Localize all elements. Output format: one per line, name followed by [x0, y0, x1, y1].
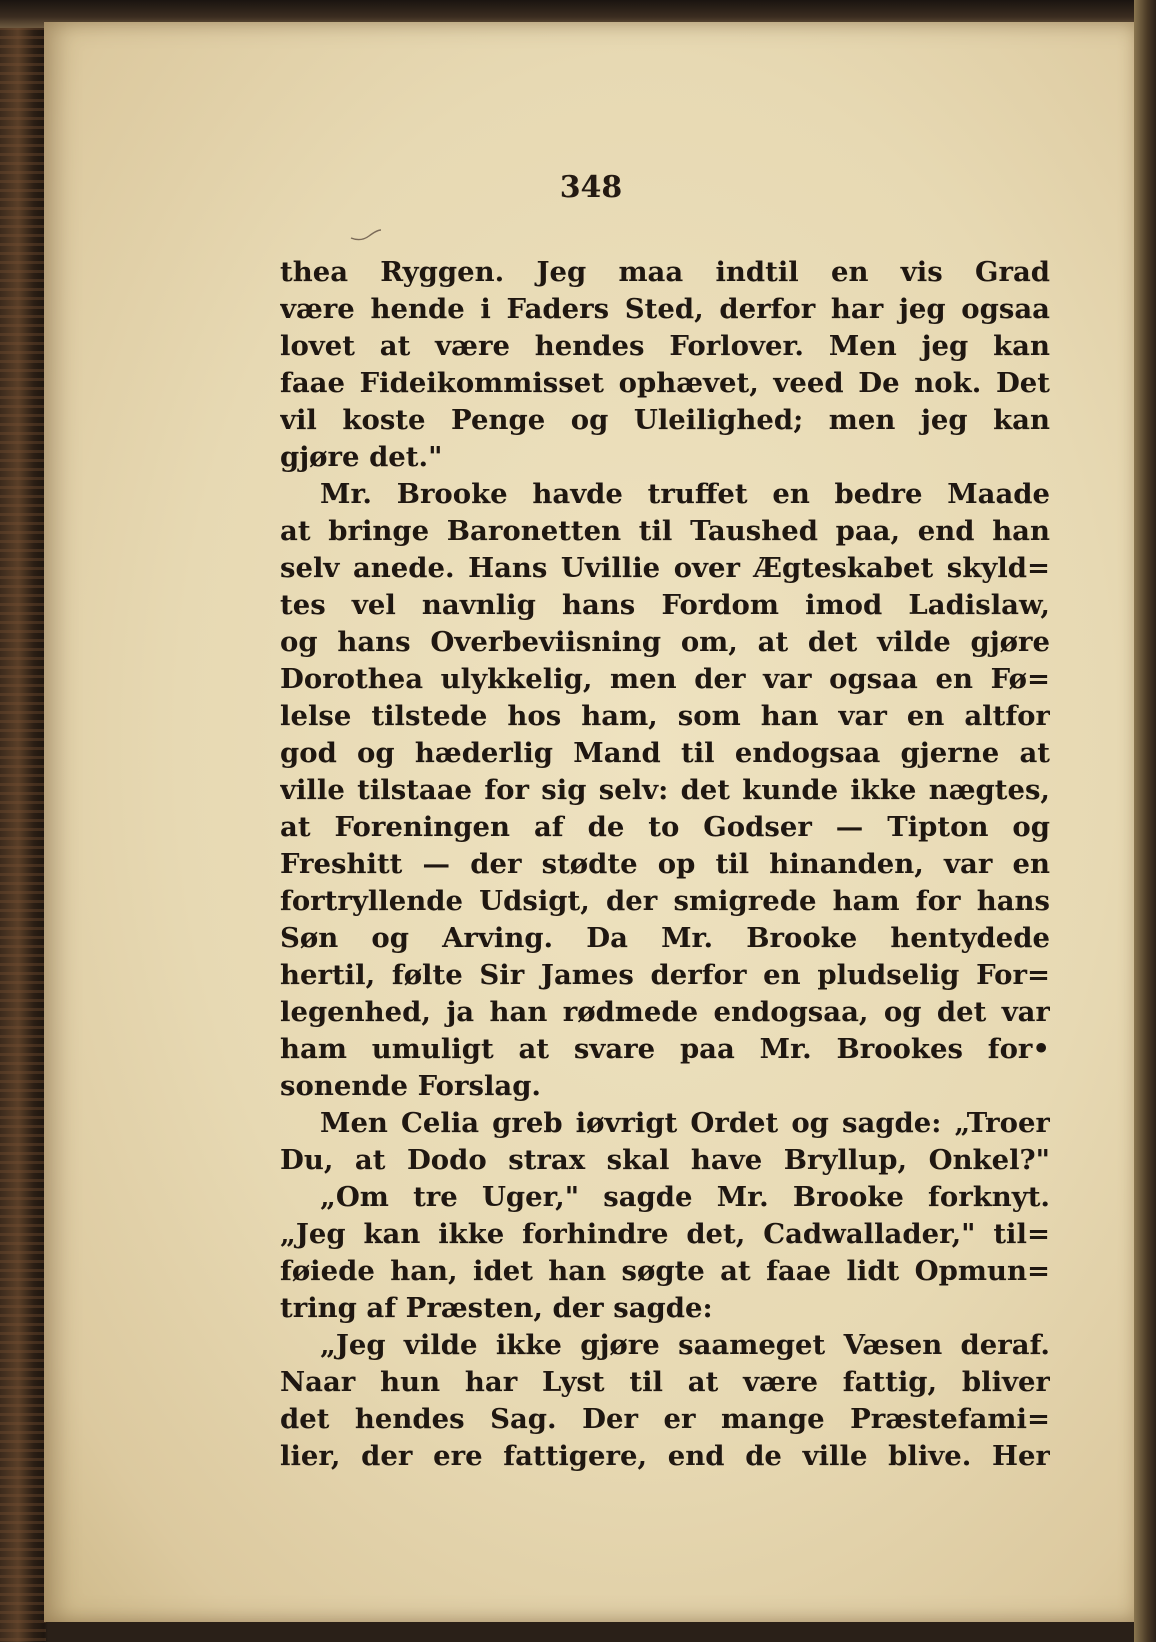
- text-line: „Jeg vilde ikke gjøre saameget Væsen deraf.: [320, 1329, 1050, 1361]
- text-line: gjøre det.": [280, 441, 443, 473]
- text-line: Du, at Dodo strax skal have Bryllup, Onkel?": [280, 1144, 1050, 1176]
- text-line: tring af Præsten, der sagde:: [280, 1292, 713, 1324]
- text-line: sonende Forslag.: [280, 1070, 542, 1102]
- page-sheet: [44, 22, 1138, 1622]
- text-line: ham umuligt at svare paa Mr. Brookes for•: [280, 1033, 1050, 1065]
- text-line: at Foreningen af de to Godser — Tipton og: [280, 811, 1050, 843]
- text-line: det hendes Sag. Der er mange Præstefami=: [280, 1403, 1050, 1435]
- book-spine-edge: [0, 0, 46, 1642]
- text-line: ville tilstaae for sig selv: det kunde ikke nægtes,: [280, 774, 1050, 806]
- body-text: [280, 254, 1050, 1475]
- text-line: legenhed, ja han rødmede endogsaa, og det var: [280, 996, 1050, 1028]
- text-line: lovet at være hendes Forlover. Men jeg kan: [280, 330, 1050, 362]
- pencil-mark-icon: [349, 228, 383, 242]
- text-line: Naar hun har Lyst til at være fattig, bliver: [280, 1366, 1050, 1398]
- text-line: faae Fideikommisset ophævet, veed De nok. Det: [280, 367, 1050, 399]
- text-line: at bringe Baronetten til Taushed paa, end han: [280, 515, 1050, 547]
- page-number: 348: [559, 170, 623, 205]
- text-line: god og hæderlig Mand til endogsaa gjerne at: [280, 737, 1050, 769]
- text-line: og hans Overbeviisning om, at det vilde gjøre: [280, 626, 1050, 658]
- text-line: fortryllende Udsigt, der smigrede ham for hans: [280, 885, 1050, 917]
- text-line: hertil, følte Sir James derfor en pludselig For=: [280, 959, 1050, 991]
- text-line: selv anede. Hans Uvillie over Ægteskabet skyld=: [280, 552, 1050, 584]
- right-page-edge: [1134, 0, 1156, 1642]
- text-line: lier, der ere fattigere, end de ville blive. Her: [280, 1440, 1050, 1472]
- text-line: „Jeg kan ikke forhindre det, Cadwallader," til=: [280, 1218, 1050, 1250]
- text-line: Dorothea ulykkelig, men der var ogsaa en Fø=: [280, 663, 1050, 695]
- text-line: Mr. Brooke havde truffet en bedre Maade: [320, 478, 1050, 510]
- text-line: Freshitt — der stødte op til hinanden, var en: [280, 848, 1050, 880]
- text-line: føiede han, idet han søgte at faae lidt Opmun=: [280, 1255, 1050, 1287]
- text-line: lelse tilstede hos ham, som han var en altfor: [280, 700, 1050, 732]
- text-line: Søn og Arving. Da Mr. Brooke hentydede: [280, 922, 1050, 954]
- text-line: være hende i Faders Sted, derfor har jeg ogsaa: [280, 293, 1050, 325]
- text-line: thea Ryggen. Jeg maa indtil en vis Grad: [280, 256, 1050, 288]
- text-line: „Om tre Uger," sagde Mr. Brooke forknyt.: [320, 1181, 1050, 1213]
- text-line: Men Celia greb iøvrigt Ordet og sagde: „Troer: [320, 1107, 1050, 1139]
- text-line: tes vel navnlig hans Fordom imod Ladislaw,: [280, 589, 1050, 621]
- text-line: vil koste Penge og Uleilighed; men jeg kan: [280, 404, 1050, 436]
